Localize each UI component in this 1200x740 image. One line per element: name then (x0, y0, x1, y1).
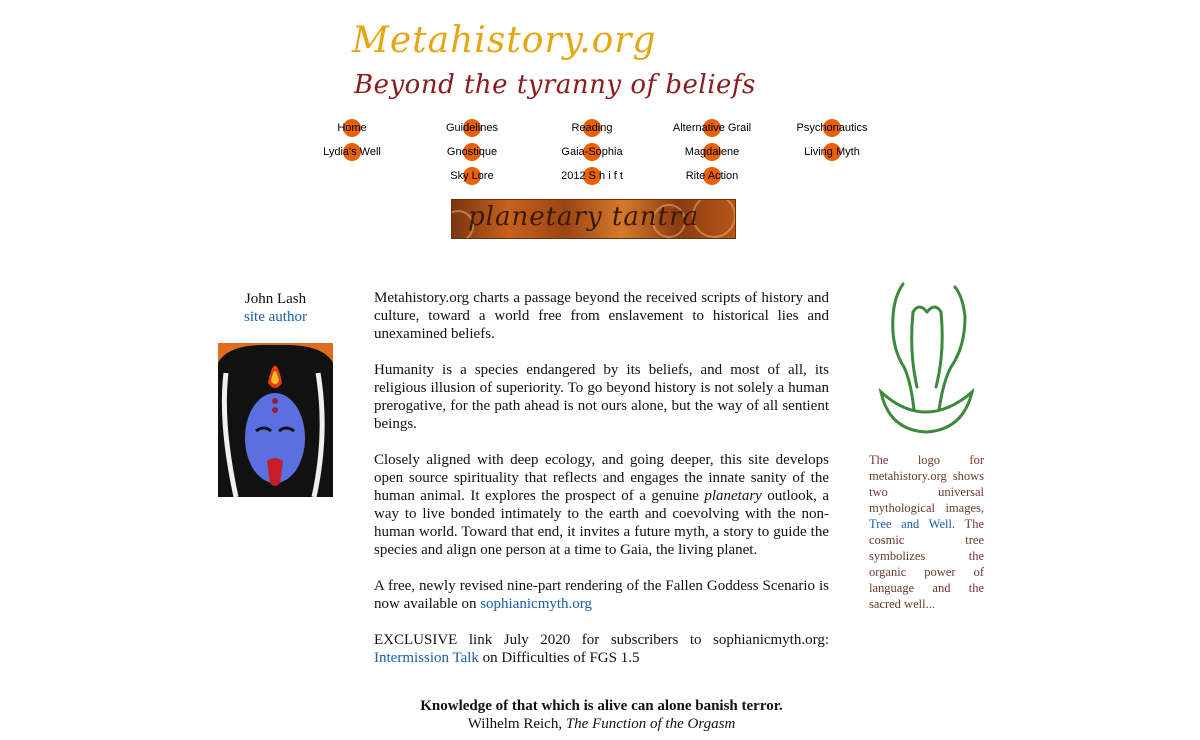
nav-label: Sky Lore (450, 170, 494, 182)
nav-label: Lydia's Well (323, 146, 381, 158)
nav-gnostique[interactable] (412, 143, 532, 161)
nav-label: Gaia-Sophia (561, 146, 623, 158)
nav-alternative-grail[interactable] (652, 119, 772, 137)
nav-reading[interactable] (532, 119, 652, 137)
intro-paragraph-2: Humanity is a species endangered by its beliefs, and most of all, its religious illusion of superiority. To go beyond history is not solely a human prerogative, for the path ahead is not ours alone, but the way of all sentient beings. (374, 362, 829, 432)
intro-paragraph-5 (374, 631, 829, 667)
banner-text: planetary tantra (468, 202, 699, 232)
tree-and-well-logo[interactable] (869, 272, 984, 437)
nav-label: Magdalene (684, 146, 740, 158)
nav-2012-shift[interactable] (532, 167, 652, 185)
nav-label: Psychonautics (796, 122, 868, 134)
nav-label: Guidelines (446, 122, 498, 134)
intro-paragraph-4 (374, 577, 829, 613)
logo-caption (869, 452, 984, 612)
intro-paragraph-3 (374, 451, 829, 559)
text-span: A free, newly revised nine-part rendering of the Fallen Goddess Scenario is now available on (374, 578, 829, 612)
text-span: . The cosmic tree symbolizes the organic power of language and the sacred well... (869, 517, 984, 611)
nav-guidelines[interactable] (412, 119, 532, 137)
site-author-link[interactable]: site author (244, 309, 307, 325)
text-span: EXCLUSIVE link July 2020 for subscribers to sophianicmyth.org: (374, 632, 829, 648)
author-portrait-image (218, 343, 333, 497)
nav-home[interactable] (292, 119, 412, 137)
nav-psychonautics[interactable] (772, 119, 892, 137)
nav-label: Rite Action (685, 170, 739, 182)
nav-label: Reading (571, 122, 613, 134)
nav-label: Gnostique (446, 146, 498, 158)
nav-living-myth[interactable] (772, 143, 892, 161)
site-tagline: Beyond the tyranny of beliefs (354, 70, 756, 100)
intermission-talk-link[interactable]: Intermission Talk (374, 650, 479, 666)
nav-magdalene[interactable] (652, 143, 772, 161)
quote-attribution (374, 715, 829, 733)
text-span: The logo for metahistory.org shows two universal mythological images, (869, 453, 984, 515)
sophianicmyth-link[interactable]: sophianicmyth.org (480, 596, 593, 612)
nav-label: Alternative Grail (672, 122, 752, 134)
intro-text (374, 289, 829, 685)
nav-gaia-sophia[interactable] (532, 143, 652, 161)
nav-lydias-well[interactable] (292, 143, 412, 161)
goddess-face-icon (218, 343, 333, 497)
text-span: outlook, a way to live bonded intimately to the earth and coevolving with the non-human world. Toward that end, it invites a future myth, a story to guide the species and align one person at a time to Gaia, the living planet. (374, 488, 829, 558)
emphasis-text: planetary (704, 488, 762, 504)
nav-label: Living Myth (804, 146, 860, 158)
text-span: Wilhelm Reich, (467, 716, 566, 732)
reich-quote (374, 697, 829, 733)
nav-label: Home (337, 122, 367, 134)
text-span: Closely aligned with deep ecology, and going deeper, this site develops open source spirituality that reflects and engages the innate sanity of the human animal. It explores the prospect of a genuine (374, 452, 829, 504)
text-span: on Difficulties of FGS 1.5 (478, 650, 640, 666)
nav-sky-lore[interactable] (412, 167, 532, 185)
author-name: John Lash (244, 291, 307, 307)
tree-and-well-link[interactable]: Tree and Well (869, 517, 952, 531)
nav-label: 2012 S h i f t (561, 170, 623, 182)
nav-rite-action[interactable] (652, 167, 772, 185)
quote-work-title: The Function of the Orgasm (565, 716, 736, 732)
tree-well-icon (869, 272, 984, 437)
quote-line: Knowledge of that which is alive can alone banish terror. (420, 698, 783, 714)
planetary-tantra-banner[interactable] (451, 199, 736, 239)
intro-paragraph-1: Metahistory.org charts a passage beyond the received scripts of history and culture, toward a world free from enslavement to historical lies and unexamined beliefs. (374, 290, 829, 342)
site-title[interactable]: Metahistory.org (352, 20, 657, 61)
